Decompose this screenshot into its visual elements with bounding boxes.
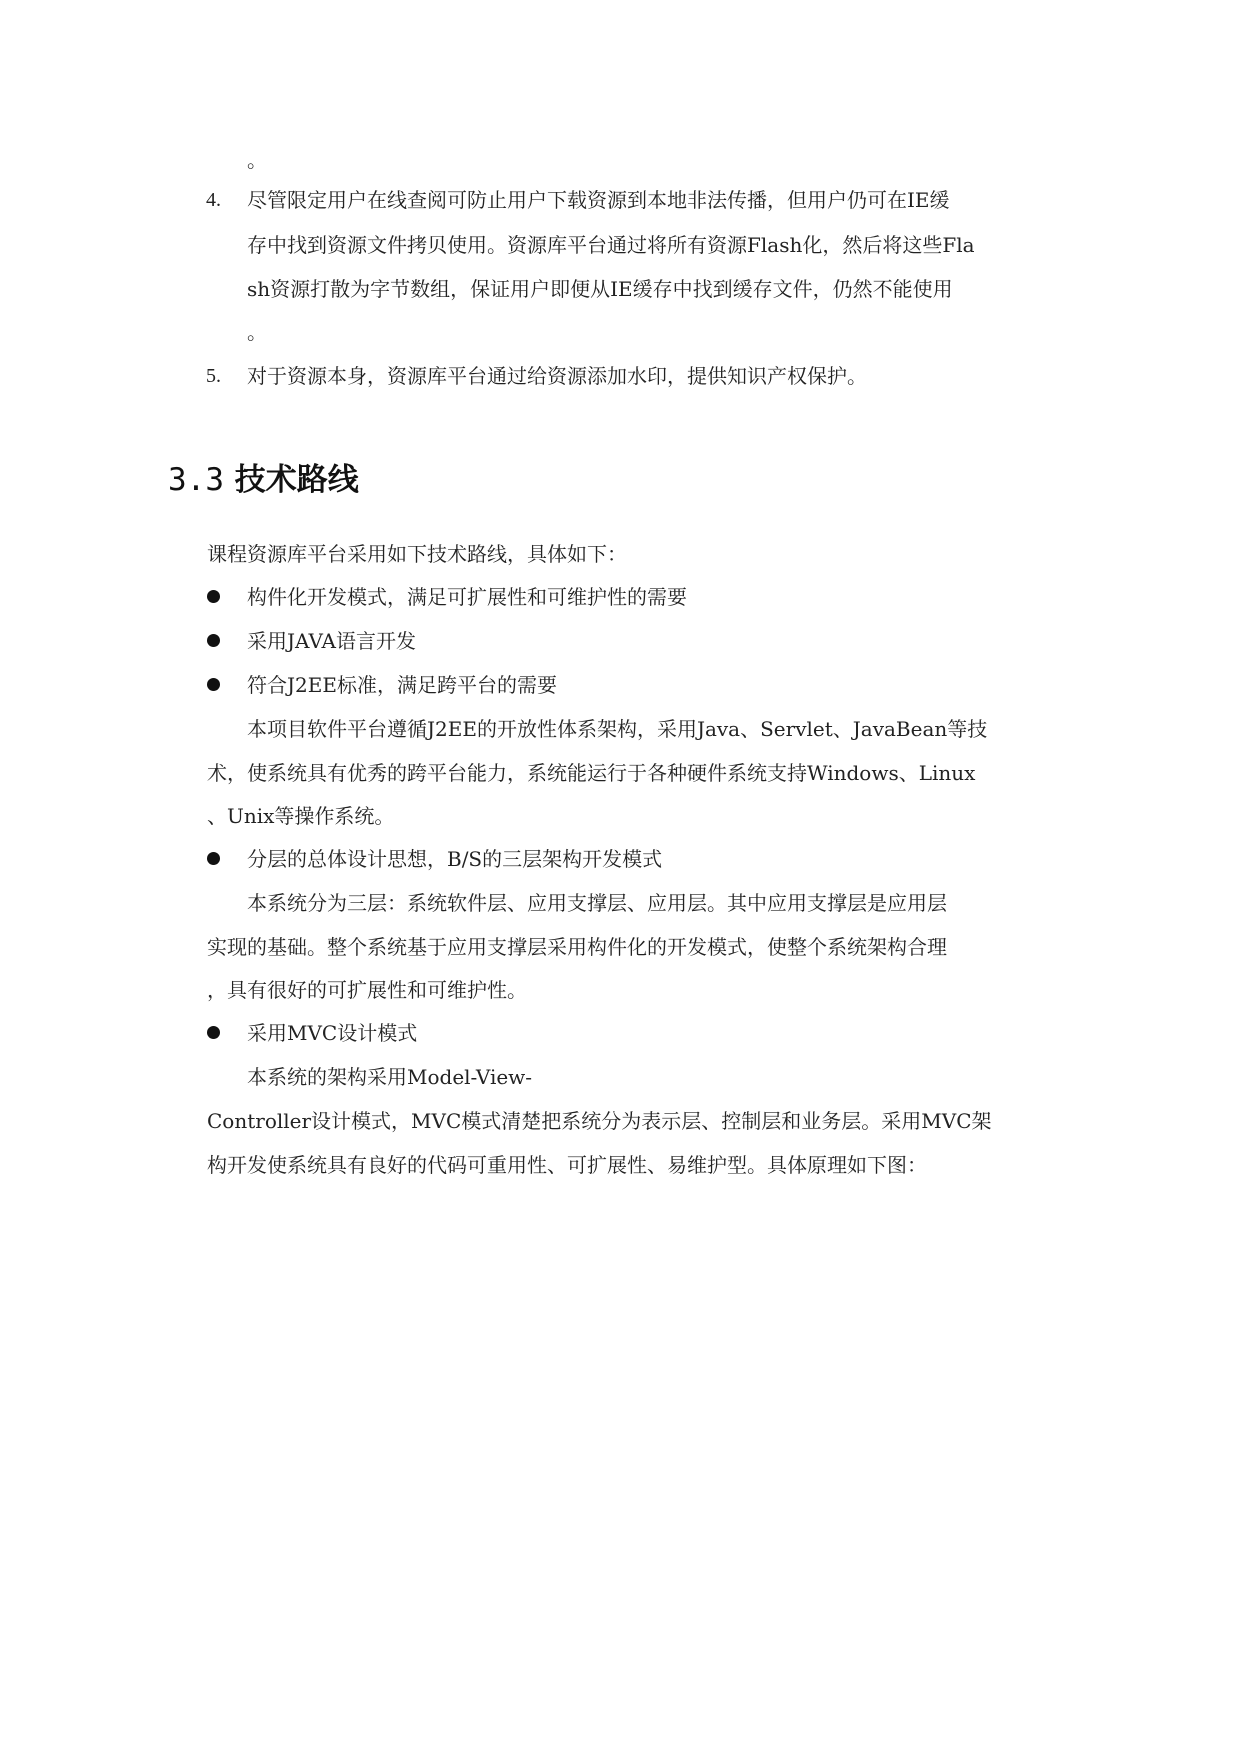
- bullet-icon: [207, 634, 220, 647]
- intro-paragraph: 课程资源库平台采用如下技术路线，具体如下：: [207, 542, 627, 566]
- bullet-icon: [207, 678, 220, 691]
- bullet-text: 符合J2EE标准，满足跨平台的需要: [247, 673, 557, 697]
- section-title: 技术路线: [234, 462, 359, 498]
- list-number: 4.: [206, 189, 221, 211]
- bullet-text: 分层的总体设计思想，B/S的三层架构开发模式: [247, 847, 663, 871]
- list-text-line: 尽管限定用户在线查阅可防止用户下载资源到本地非法传播，但用户仍可在IE缓: [247, 188, 950, 212]
- bullet-text: 构件化开发模式，满足可扩展性和可维护性的需要: [247, 585, 687, 609]
- paragraph-line: 本项目软件平台遵循J2EE的开放性体系架构，采用Java、Servlet、JavaBean等技: [247, 717, 988, 741]
- list-text-line: 。: [247, 148, 267, 172]
- paragraph-line: Controller设计模式，MVC模式清楚把系统分为表示层、控制层和业务层。采用MVC架: [207, 1109, 992, 1133]
- paragraph-line: ，具有很好的可扩展性和可维护性。: [207, 978, 527, 1002]
- list-text-line: 对于资源本身，资源库平台通过给资源添加水印，提供知识产权保护。: [247, 364, 867, 388]
- paragraph-line: 实现的基础。整个系统基于应用支撑层采用构件化的开发模式，使整个系统架构合理: [207, 935, 947, 959]
- list-text-line: 存中找到资源文件拷贝使用。资源库平台通过将所有资源Flash化，然后将这些Fla: [247, 233, 975, 257]
- list-text-line: 。: [247, 320, 267, 344]
- bullet-icon: [207, 590, 220, 603]
- section-number: 3.3: [168, 462, 224, 498]
- paragraph-line: 构开发使系统具有良好的代码可重用性、可扩展性、易维护型。具体原理如下图：: [207, 1153, 927, 1177]
- paragraph-line: 术，使系统具有优秀的跨平台能力，系统能运行于各种硬件系统支持Windows、Linux: [207, 761, 976, 785]
- bullet-text: 采用JAVA语言开发: [247, 629, 416, 653]
- list-number: 5.: [206, 365, 221, 387]
- list-text-line: sh资源打散为字节数组，保证用户即便从IE缓存中找到缓存文件，仍然不能使用: [247, 277, 953, 301]
- section-heading: [168, 460, 359, 500]
- bullet-icon: [207, 852, 220, 865]
- paragraph-line: 本系统分为三层：系统软件层、应用支撑层、应用层。其中应用支撑层是应用层: [247, 891, 947, 915]
- paragraph-line: 、Unix等操作系统。: [207, 804, 395, 828]
- bullet-text: 采用MVC设计模式: [247, 1021, 418, 1045]
- bullet-icon: [207, 1026, 220, 1039]
- paragraph-line: 本系统的架构采用Model-View-: [247, 1065, 533, 1089]
